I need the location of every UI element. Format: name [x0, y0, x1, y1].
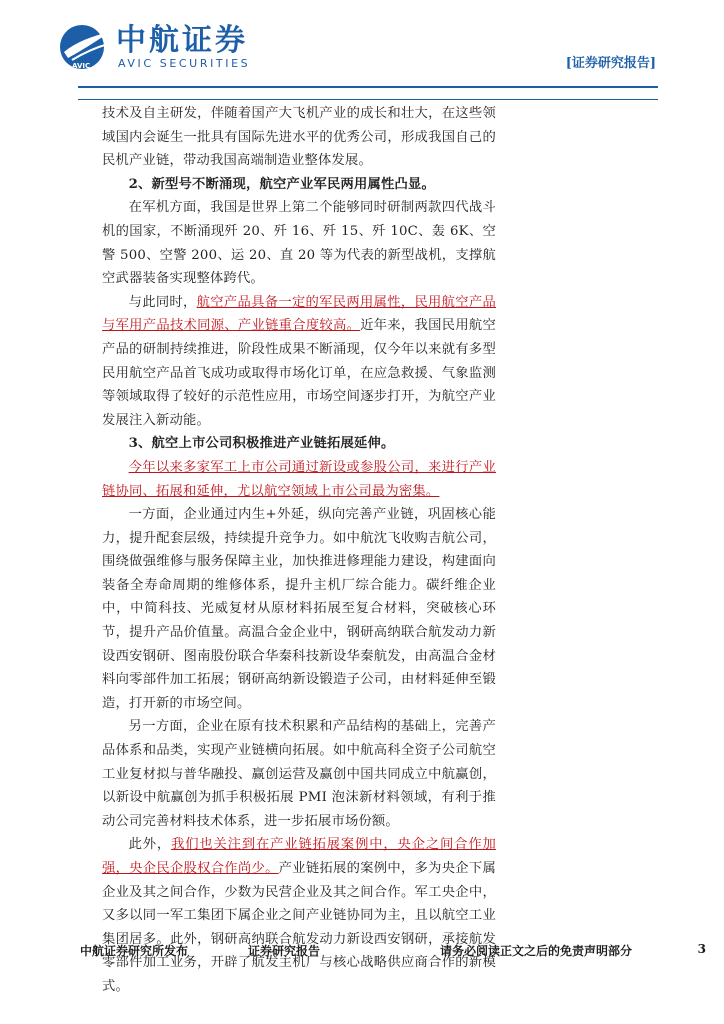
paragraph-text: 产业链拓展的案例中，多为央企下属企业及其之间合作，少数为民营企业及其之间合作。军工央企中，又多以同一军工集团下属企业之间产业链协同为主，且以航空工业集团居多。此外，钢研高纳联合航发动力新设西安钢研，承接航发零部件加工业务，开辟了航发主机厂与核心战略供应商合作的新模式。: [102, 861, 496, 994]
paragraph: 另一方面，企业在原有技术积累和产品结构的基础上，完善产品体系和品类，实现产业链横向拓展。如中航高科全资子公司航空工业复材拟与普华融投、赢创运营及赢创中国共同成立中航赢创，以新设中航赢创为抓手积极拓展 PMI 泡沫新材料领域，有利于推动公司完善材料技术体系，进一步拓展市场份额。: [102, 719, 496, 829]
paragraph-text: 近年来，我国民用航空产品的研制持续推进，阶段性成果不断涌现，仅今年以来就有多型民用航空产品首飞成功或取得市场化订单，在应急救援、气象监测等领域取得了较好的示范性应用，市场空间逐步打开，为航空产业发展注入新动能。: [102, 318, 497, 428]
header-divider-thin: [78, 99, 658, 100]
paragraph: [102, 291, 496, 433]
paragraph: [102, 456, 496, 503]
avic-logo-mark-icon: [58, 22, 110, 72]
svg-text:AVIC: AVIC: [72, 62, 91, 70]
avic-logo: [58, 22, 251, 72]
report-type-tag: [证券研究报告]: [565, 56, 656, 71]
report-body: [102, 102, 496, 999]
paragraph: 技术及自主研发，伴随着国产大飞机产业的成长和壮大，在这些领域国内会诞生一批具有国际先进水平的优秀公司，形成我国自己的民机产业链，带动我国高端制造业整体发展。: [102, 106, 496, 169]
highlighted-text: 我们也关注到在产业链拓展案例中，央企之间合作加强，央企民企股权合作尚少。: [102, 837, 496, 876]
page-number: 3: [697, 942, 706, 956]
paragraph: 一方面，企业通过内生+外延，纵向完善产业链，巩固核心能力，提升配套层级，持续提升竞争力。如中航沈飞收购吉航公司，围绕做强维修与服务保障主业，加快推进修理能力建设，构建面向装备全寿命周期的维修体系，提升主机厂综合能力。碳纤维企业中，中简科技、光威复材从原材料拓展至复合材料，突破核心环节，提升产品价值量。高温合金企业中，钢研高纳联合航发动力新设西安钢研、图南股份联合华秦科技新设华秦航发，由高温合金材料向零部件加工拓展；钢研高纳新设锻造子公司，由材料延伸至锻造，打开新的市场空间。: [102, 507, 496, 711]
paragraph-lead: 与此同时，: [128, 294, 197, 310]
section-heading: 3、航空上市公司积极推进产业链拓展延伸。: [128, 436, 395, 452]
logo-english-name: AVIC SECURITIES: [118, 57, 251, 70]
paragraph: 在军机方面，我国是世界上第二个能够同时研制两款四代战斗机的国家，不断涌现歼 20、歼 16、歼 15、歼 10C、轰 6K、空警 500、空警 200、运 20、直 20 等为代表的新型战机，支撑航空武器装备实现整体跨代。: [102, 200, 496, 287]
paragraph: [102, 833, 496, 998]
highlighted-text: 航空产品具备一定的军民两用属性，民用航空产品与军用产品技术同源、产业链重合度较高。: [102, 294, 496, 334]
section-heading: 2、新型号不断涌现，航空产业军民两用属性凸显。: [128, 176, 435, 192]
footer-disclaimer-note: 请务必阅读正文之后的免责声明部分: [440, 944, 633, 958]
paragraph-lead: 此外，: [128, 837, 172, 853]
header-divider: [78, 86, 658, 88]
footer-report-type: 证券研究报告: [248, 944, 321, 958]
page-footer: [0, 930, 724, 970]
logo-chinese-name: 中航证券: [116, 23, 248, 58]
page-header: [0, 0, 724, 100]
highlighted-text: 今年以来多家军工上市公司通过新设或参股公司，来进行产业链协同、拓展和延伸，尤以航空领域上市公司最为密集。: [102, 459, 496, 499]
footer-publisher: 中航证券研究所发布: [80, 944, 189, 958]
